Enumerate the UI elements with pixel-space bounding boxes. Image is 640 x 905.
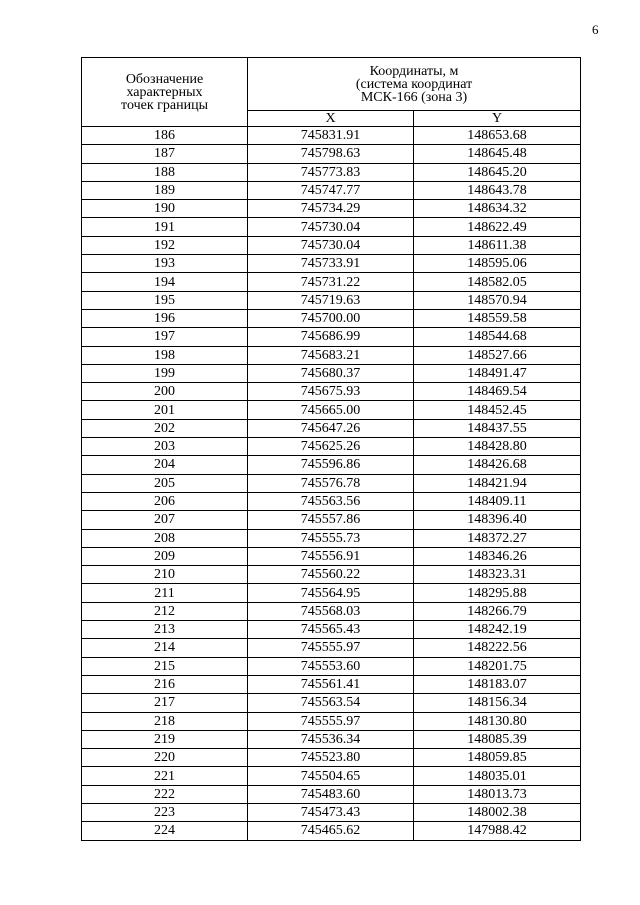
x-coordinate-cell: 745730.04 bbox=[248, 218, 414, 236]
table-row bbox=[82, 822, 581, 840]
table-row bbox=[82, 621, 581, 639]
point-number-cell: 194 bbox=[82, 273, 248, 291]
table-row bbox=[82, 767, 581, 785]
header-line: точек границы bbox=[121, 97, 208, 113]
header-line: Координаты, м bbox=[369, 63, 459, 79]
table-row bbox=[82, 273, 581, 291]
table-row bbox=[82, 328, 581, 346]
y-coordinate-cell: 148634.32 bbox=[414, 200, 581, 218]
y-coordinate-cell: 148544.68 bbox=[414, 328, 581, 346]
header-point-designation bbox=[82, 58, 248, 127]
y-coordinate-cell: 148645.48 bbox=[414, 145, 581, 163]
table-row bbox=[82, 547, 581, 565]
table-row bbox=[82, 639, 581, 657]
y-coordinate-cell: 147988.42 bbox=[414, 822, 581, 840]
x-coordinate-cell: 745576.78 bbox=[248, 474, 414, 492]
y-coordinate-cell: 148222.56 bbox=[414, 639, 581, 657]
y-coordinate-cell: 148266.79 bbox=[414, 602, 581, 620]
x-coordinate-cell: 745831.91 bbox=[248, 127, 414, 145]
header-y: Y bbox=[414, 111, 581, 127]
table-row bbox=[82, 291, 581, 309]
x-coordinate-cell: 745523.80 bbox=[248, 749, 414, 767]
y-coordinate-cell: 148013.73 bbox=[414, 785, 581, 803]
point-number-cell: 218 bbox=[82, 712, 248, 730]
y-coordinate-cell: 148295.88 bbox=[414, 584, 581, 602]
table-row bbox=[82, 364, 581, 382]
header-line: Обозначение bbox=[125, 71, 204, 87]
table-row bbox=[82, 438, 581, 456]
x-coordinate-cell: 745568.03 bbox=[248, 602, 414, 620]
x-coordinate-cell: 745563.56 bbox=[248, 492, 414, 510]
y-coordinate-cell: 148002.38 bbox=[414, 803, 581, 821]
x-coordinate-cell: 745665.00 bbox=[248, 401, 414, 419]
point-number-cell: 205 bbox=[82, 474, 248, 492]
x-coordinate-cell: 745473.43 bbox=[248, 803, 414, 821]
point-number-cell: 188 bbox=[82, 163, 248, 181]
table-row bbox=[82, 785, 581, 803]
point-number-cell: 214 bbox=[82, 639, 248, 657]
header-x: X bbox=[248, 111, 414, 127]
table-row bbox=[82, 730, 581, 748]
point-number-cell: 213 bbox=[82, 621, 248, 639]
y-coordinate-cell: 148452.45 bbox=[414, 401, 581, 419]
header-coordinates bbox=[248, 58, 581, 111]
y-coordinate-cell: 148409.11 bbox=[414, 492, 581, 510]
point-number-cell: 196 bbox=[82, 309, 248, 327]
x-coordinate-cell: 745625.26 bbox=[248, 438, 414, 456]
table-row bbox=[82, 602, 581, 620]
point-number-cell: 223 bbox=[82, 803, 248, 821]
point-number-cell: 209 bbox=[82, 547, 248, 565]
point-number-cell: 206 bbox=[82, 492, 248, 510]
point-number-cell: 211 bbox=[82, 584, 248, 602]
y-coordinate-cell: 148372.27 bbox=[414, 529, 581, 547]
page-number: 6 bbox=[592, 22, 599, 37]
y-coordinate-cell: 148428.80 bbox=[414, 438, 581, 456]
x-coordinate-cell: 745556.91 bbox=[248, 547, 414, 565]
x-coordinate-cell: 745730.04 bbox=[248, 236, 414, 254]
x-coordinate-cell: 745734.29 bbox=[248, 200, 414, 218]
point-number-cell: 199 bbox=[82, 364, 248, 382]
table-row bbox=[82, 456, 581, 474]
table-row bbox=[82, 474, 581, 492]
point-number-cell: 219 bbox=[82, 730, 248, 748]
table-row bbox=[82, 657, 581, 675]
point-number-cell: 186 bbox=[82, 127, 248, 145]
y-coordinate-cell: 148469.54 bbox=[414, 383, 581, 401]
x-coordinate-cell: 745747.77 bbox=[248, 181, 414, 199]
point-number-cell: 204 bbox=[82, 456, 248, 474]
y-coordinate-cell: 148653.68 bbox=[414, 127, 581, 145]
point-number-cell: 198 bbox=[82, 346, 248, 364]
x-coordinate-cell: 745557.86 bbox=[248, 511, 414, 529]
x-coordinate-cell: 745731.22 bbox=[248, 273, 414, 291]
y-coordinate-cell: 148130.80 bbox=[414, 712, 581, 730]
x-coordinate-cell: 745683.21 bbox=[248, 346, 414, 364]
y-coordinate-cell: 148396.40 bbox=[414, 511, 581, 529]
y-coordinate-cell: 148346.26 bbox=[414, 547, 581, 565]
x-coordinate-cell: 745680.37 bbox=[248, 364, 414, 382]
table-row bbox=[82, 145, 581, 163]
x-coordinate-cell: 745798.63 bbox=[248, 145, 414, 163]
x-coordinate-cell: 745565.43 bbox=[248, 621, 414, 639]
table-row bbox=[82, 401, 581, 419]
table-row bbox=[82, 383, 581, 401]
point-number-cell: 220 bbox=[82, 749, 248, 767]
point-number-cell: 216 bbox=[82, 675, 248, 693]
y-coordinate-cell: 148156.34 bbox=[414, 694, 581, 712]
y-coordinate-cell: 148622.49 bbox=[414, 218, 581, 236]
y-coordinate-cell: 148183.07 bbox=[414, 675, 581, 693]
x-coordinate-cell: 745536.34 bbox=[248, 730, 414, 748]
point-number-cell: 210 bbox=[82, 566, 248, 584]
x-coordinate-cell: 745555.73 bbox=[248, 529, 414, 547]
y-coordinate-cell: 148035.01 bbox=[414, 767, 581, 785]
y-coordinate-cell: 148645.20 bbox=[414, 163, 581, 181]
table-row bbox=[82, 127, 581, 145]
x-coordinate-cell: 745563.54 bbox=[248, 694, 414, 712]
y-coordinate-cell: 148201.75 bbox=[414, 657, 581, 675]
point-number-cell: 197 bbox=[82, 328, 248, 346]
table-row bbox=[82, 492, 581, 510]
table-row bbox=[82, 803, 581, 821]
y-coordinate-cell: 148559.58 bbox=[414, 309, 581, 327]
x-coordinate-cell: 745564.95 bbox=[248, 584, 414, 602]
y-coordinate-cell: 148595.06 bbox=[414, 255, 581, 273]
y-coordinate-cell: 148426.68 bbox=[414, 456, 581, 474]
x-coordinate-cell: 745700.00 bbox=[248, 309, 414, 327]
x-coordinate-cell: 745483.60 bbox=[248, 785, 414, 803]
x-coordinate-cell: 745773.83 bbox=[248, 163, 414, 181]
y-coordinate-cell: 148059.85 bbox=[414, 749, 581, 767]
y-coordinate-cell: 148527.66 bbox=[414, 346, 581, 364]
y-coordinate-cell: 148582.05 bbox=[414, 273, 581, 291]
y-coordinate-cell: 148643.78 bbox=[414, 181, 581, 199]
y-coordinate-cell: 148570.94 bbox=[414, 291, 581, 309]
x-coordinate-cell: 745555.97 bbox=[248, 639, 414, 657]
point-number-cell: 212 bbox=[82, 602, 248, 620]
point-number-cell: 222 bbox=[82, 785, 248, 803]
point-number-cell: 221 bbox=[82, 767, 248, 785]
table-row bbox=[82, 529, 581, 547]
table-row bbox=[82, 218, 581, 236]
x-coordinate-cell: 745560.22 bbox=[248, 566, 414, 584]
table-row bbox=[82, 694, 581, 712]
point-number-cell: 193 bbox=[82, 255, 248, 273]
table-row bbox=[82, 749, 581, 767]
x-coordinate-cell: 745647.26 bbox=[248, 419, 414, 437]
table-row bbox=[82, 419, 581, 437]
x-coordinate-cell: 745719.63 bbox=[248, 291, 414, 309]
point-number-cell: 207 bbox=[82, 511, 248, 529]
y-coordinate-cell: 148085.39 bbox=[414, 730, 581, 748]
table-row bbox=[82, 255, 581, 273]
x-coordinate-cell: 745504.65 bbox=[248, 767, 414, 785]
point-number-cell: 224 bbox=[82, 822, 248, 840]
table-row bbox=[82, 163, 581, 181]
x-coordinate-cell: 745553.60 bbox=[248, 657, 414, 675]
header-line: МСК-166 (зона 3) bbox=[360, 89, 468, 105]
y-coordinate-cell: 148242.19 bbox=[414, 621, 581, 639]
point-number-cell: 200 bbox=[82, 383, 248, 401]
point-number-cell: 217 bbox=[82, 694, 248, 712]
table-row bbox=[82, 712, 581, 730]
table-row bbox=[82, 200, 581, 218]
table-row bbox=[82, 309, 581, 327]
header-line: (система координат bbox=[355, 76, 473, 92]
x-coordinate-cell: 745561.41 bbox=[248, 675, 414, 693]
point-number-cell: 195 bbox=[82, 291, 248, 309]
x-coordinate-cell: 745596.86 bbox=[248, 456, 414, 474]
y-coordinate-cell: 148611.38 bbox=[414, 236, 581, 254]
y-coordinate-cell: 148491.47 bbox=[414, 364, 581, 382]
table-row bbox=[82, 236, 581, 254]
table-row bbox=[82, 566, 581, 584]
table-row bbox=[82, 584, 581, 602]
point-number-cell: 192 bbox=[82, 236, 248, 254]
table-row bbox=[82, 346, 581, 364]
point-number-cell: 208 bbox=[82, 529, 248, 547]
x-coordinate-cell: 745675.93 bbox=[248, 383, 414, 401]
point-number-cell: 189 bbox=[82, 181, 248, 199]
point-number-cell: 191 bbox=[82, 218, 248, 236]
point-number-cell: 201 bbox=[82, 401, 248, 419]
table-row bbox=[82, 675, 581, 693]
y-coordinate-cell: 148323.31 bbox=[414, 566, 581, 584]
point-number-cell: 187 bbox=[82, 145, 248, 163]
coordinates-table bbox=[81, 57, 581, 841]
table-row bbox=[82, 511, 581, 529]
y-coordinate-cell: 148437.55 bbox=[414, 419, 581, 437]
x-coordinate-cell: 745555.97 bbox=[248, 712, 414, 730]
point-number-cell: 215 bbox=[82, 657, 248, 675]
table-row bbox=[82, 181, 581, 199]
header-line: характерных bbox=[126, 84, 203, 100]
x-coordinate-cell: 745465.62 bbox=[248, 822, 414, 840]
point-number-cell: 202 bbox=[82, 419, 248, 437]
point-number-cell: 190 bbox=[82, 200, 248, 218]
x-coordinate-cell: 745733.91 bbox=[248, 255, 414, 273]
x-coordinate-cell: 745686.99 bbox=[248, 328, 414, 346]
y-coordinate-cell: 148421.94 bbox=[414, 474, 581, 492]
point-number-cell: 203 bbox=[82, 438, 248, 456]
